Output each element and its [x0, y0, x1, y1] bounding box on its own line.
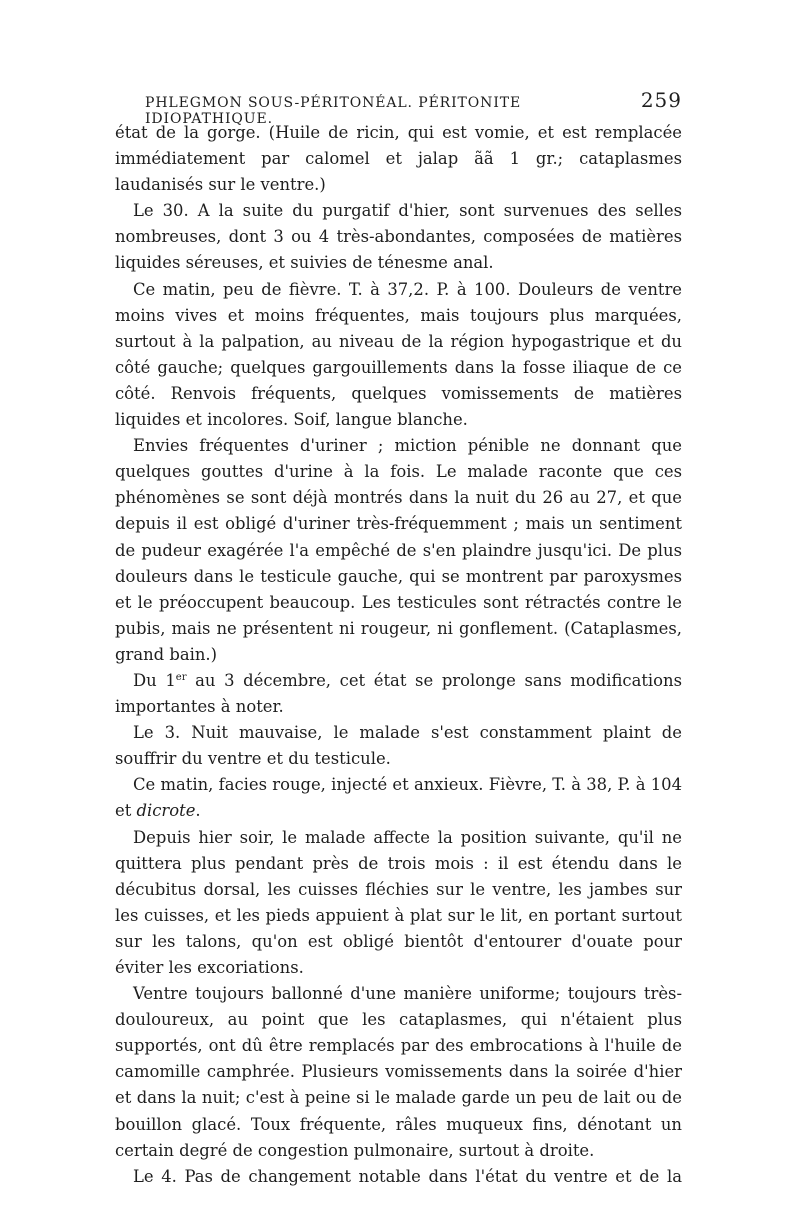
- paragraph-ventre: Ventre toujours ballonné d'une manière uniforme; toujours très-douloureux, au point que les cataplasmes, qui n'étaient plus supportés, ont dû être remplacés par des embrocations à l'huile de camomille camphrée. Plusieurs vomissements dans la soirée d'hier et dans la nuit; c'est à peine si le malade garde un peu de lait ou de bouillon glacé. Toux fréquente, râles muqueux fins, dénotant un certain degré de congestion pulmonaire, surtout à droite.: [115, 984, 682, 1160]
- paragraph-le-3: Le 3. Nuit mauvaise, le malade s'est constamment plaint de souffrir du ventre et du testicule.: [115, 723, 682, 769]
- paragraph-le-4: Le 4. Pas de changement notable dans l'état du ventre et de la: [133, 1166, 682, 1186]
- paragraph-envies-uriner: Envies fréquentes d'uriner ; miction pénible ne donnant que quelques gouttes d'urine à la fois. Le malade raconte que ces phénomènes se sont déjà montrés dans la nuit du 26 au 27, et que depuis il est obligé d'uriner très-fréquemment ; mais un sentiment de pudeur exagérée l'a empêché de s'en plaindre jusqu'ici. De plus douleurs dans le testicule gauche, qui se montrent par paroxysmes et le préoccupent beaucoup. Les testicules sont rétractés contre le pubis, mais ne présentent ni rougeur, ni gonflement. (Cataplasmes, grand bain.): [115, 436, 682, 664]
- paragraph-continuation: état de la gorge. (Huile de ricin, qui est vomie, et est remplacée immédiatement par calomel et jalap ãã 1 gr.; cataplasmes laudanisés sur le ventre.): [115, 123, 682, 195]
- p7-end: .: [195, 801, 201, 821]
- paragraph-ce-matin-fever: Ce matin, peu de fièvre. T. à 37,2. P. à 100. Douleurs de ventre moins vives et moins fréquentes, mais toujours plus marquées, surtout à la palpation, au niveau de la région hypogastrique et du côté gauche; quelques gargouillements dans la fosse iliaque de ce côté. Renvois fréquents, quelques vomissements de matières liquides et incolores. Soif, langue blanche.: [115, 279, 682, 430]
- paragraph-du-1er: [115, 668, 682, 720]
- page-number: 259: [640, 88, 682, 112]
- p7-start: Ce matin, facies rouge, injecté et anxieux. Fièvre, T. à 38, P. à 104 et: [115, 775, 682, 821]
- p7-italic-dicrote: dicrote: [136, 801, 196, 821]
- book-page: [115, 88, 682, 1186]
- paragraph-position: Depuis hier soir, le malade affecte la position suivante, qu'il ne quittera plus pendant près de trois mois : il est étendu dans le décubitus dorsal, les cuisses fléchies sur le ventre, les jambes sur les cuisses, et les pieds appuient à plat sur le lit, en portant surtout sur les talons, qu'on est obligé bientôt d'entourer d'ouate pour éviter les excoriations.: [115, 827, 682, 977]
- paragraph-le-30: Le 30. A la suite du purgatif d'hier, sont survenues des selles nombreuses, dont 3 ou 4 très-abondantes, composées de matières liquides séreuses, et suivies de ténesme anal.: [115, 201, 682, 273]
- header-title: PHLEGMON SOUS-PÉRITONÉAL. PÉRITONITE IDIOPATHIQUE.: [145, 95, 522, 127]
- paragraph-ce-matin-facies: [115, 772, 682, 824]
- running-header: [115, 88, 682, 127]
- p5-start: Du 1: [133, 670, 176, 690]
- p5-superscript: er: [175, 671, 187, 683]
- body-text: [115, 120, 682, 1190]
- p5-rest: au 3 décembre, cet état se prolonge sans modifications importantes à noter.: [115, 670, 682, 717]
